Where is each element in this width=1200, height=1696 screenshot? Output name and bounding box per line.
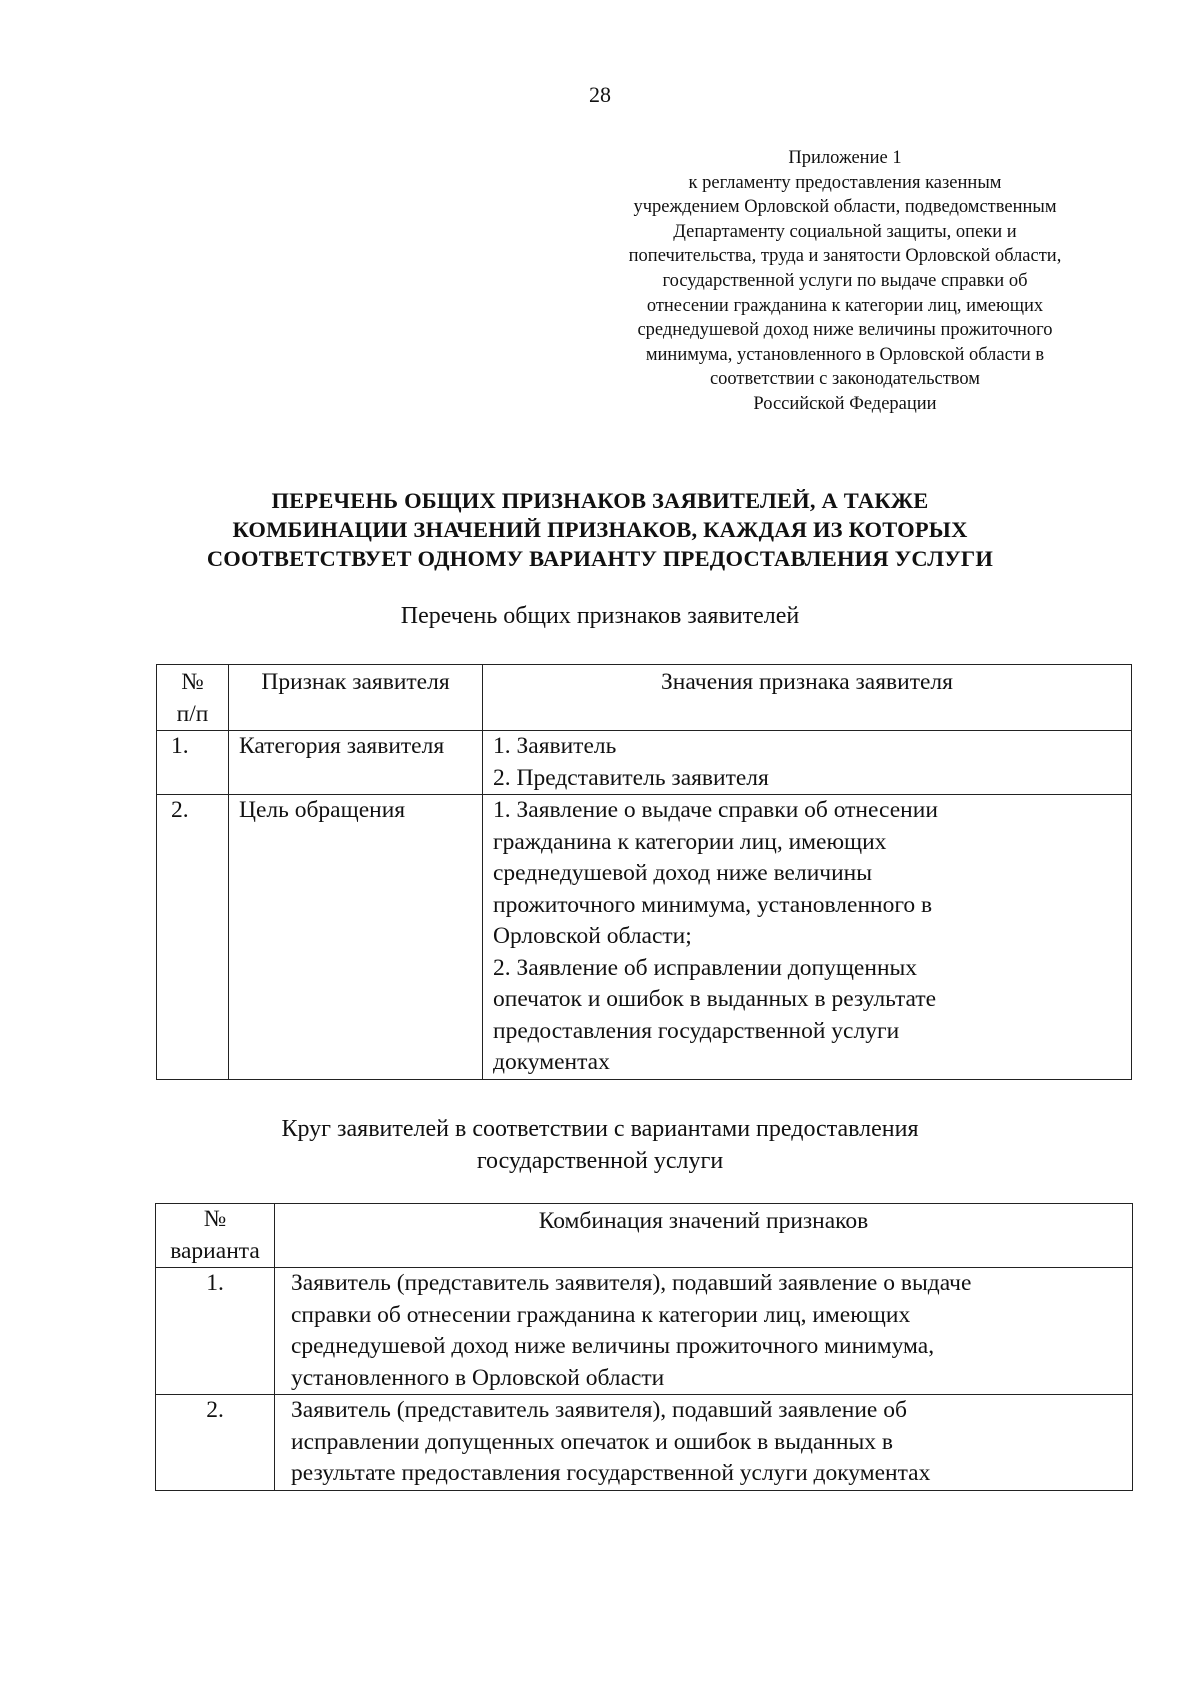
header-attribute: Признак заявителя <box>229 665 483 731</box>
title-line: СООТВЕТСТВУЕТ ОДНОМУ ВАРИАНТУ ПРЕДОСТАВЛЕНИЯ УСЛУГИ <box>206 546 994 571</box>
appendix-line: Департаменту социальной защиты, опеки и <box>673 221 1017 242</box>
row-combination: Заявитель (представитель заявителя), подавший заявление об исправлении допущенных опечаток и ошибок в выданных в результате предоставления государственной услуги документах <box>275 1395 1133 1491</box>
row-variant-number: 1. <box>156 1268 275 1395</box>
title-line: КОМБИНАЦИИ ЗНАЧЕНИЙ ПРИЗНАКОВ, КАЖДАЯ ИЗ КОТОРЫХ <box>232 517 968 542</box>
row-variant-number: 2. <box>156 1395 275 1491</box>
row-values: 1. Заявитель 2. Представитель заявителя <box>483 731 1132 795</box>
appendix-line: государственной услуги по выдаче справки об <box>662 270 1028 291</box>
appendix-header <box>575 146 1115 417</box>
appendix-line: учреждением Орловской области, подведомственным <box>633 197 1057 218</box>
appendix-line: среднедушевой доход ниже величины прожиточного <box>637 320 1053 341</box>
section2-title-line: Круг заявителей в соответствии с вариантами предоставления <box>281 1116 919 1142</box>
page-number: 28 <box>589 82 611 107</box>
table-header-row <box>156 1204 1133 1268</box>
table-row <box>156 1395 1133 1491</box>
title-line: ПЕРЕЧЕНЬ ОБЩИХ ПРИЗНАКОВ ЗАЯВИТЕЛЕЙ, А ТАКЖЕ <box>271 488 929 513</box>
section2-title-line: государственной услуги <box>476 1148 724 1174</box>
table-row <box>157 795 1132 1080</box>
table-header-row <box>157 665 1132 731</box>
row-number: 2. <box>157 795 229 1080</box>
row-attribute: Цель обращения <box>229 795 483 1080</box>
header-combination: Комбинация значений признаков <box>275 1204 1133 1268</box>
section1-title: Перечень общих признаков заявителей <box>400 603 800 629</box>
appendix-line: к регламенту предоставления казенным <box>688 172 1002 193</box>
row-number: 1. <box>157 731 229 795</box>
row-values: 1. Заявление о выдаче справки об отнесении гражданина к категории лиц, имеющих среднедушевой доход ниже величины прожиточного минимума, установленного в Орловской области; 2. Заявление об исправлении допущенных опечаток и ошибок в выданных в результате предоставления государственной услуги документах <box>483 795 1132 1080</box>
appendix-line: попечительства, труда и занятости Орловской области, <box>628 246 1062 267</box>
document-title <box>0 486 1200 573</box>
section2-title <box>0 1113 1200 1177</box>
appendix-line: минимума, установленного в Орловской области в <box>645 344 1045 365</box>
appendix-line: соответствии с законодательством <box>709 369 981 390</box>
appendix-line: Российской Федерации <box>753 393 937 414</box>
header-variant-number: № варианта <box>156 1204 275 1268</box>
row-attribute: Категория заявителя <box>229 731 483 795</box>
row-combination: Заявитель (представитель заявителя), подавший заявление о выдаче справки об отнесении гражданина к категории лиц, имеющих среднедушевой доход ниже величины прожиточного минимума, установленного в Орловской области <box>275 1268 1133 1395</box>
applicant-attributes-table <box>156 664 1132 1080</box>
table-row <box>157 731 1132 795</box>
variants-table <box>155 1203 1133 1491</box>
header-number: № п/п <box>157 665 229 731</box>
header-values: Значения признака заявителя <box>483 665 1132 731</box>
appendix-line: отнесении гражданина к категории лиц, имеющих <box>646 295 1044 316</box>
appendix-line: Приложение 1 <box>788 148 902 168</box>
table-row <box>156 1268 1133 1395</box>
